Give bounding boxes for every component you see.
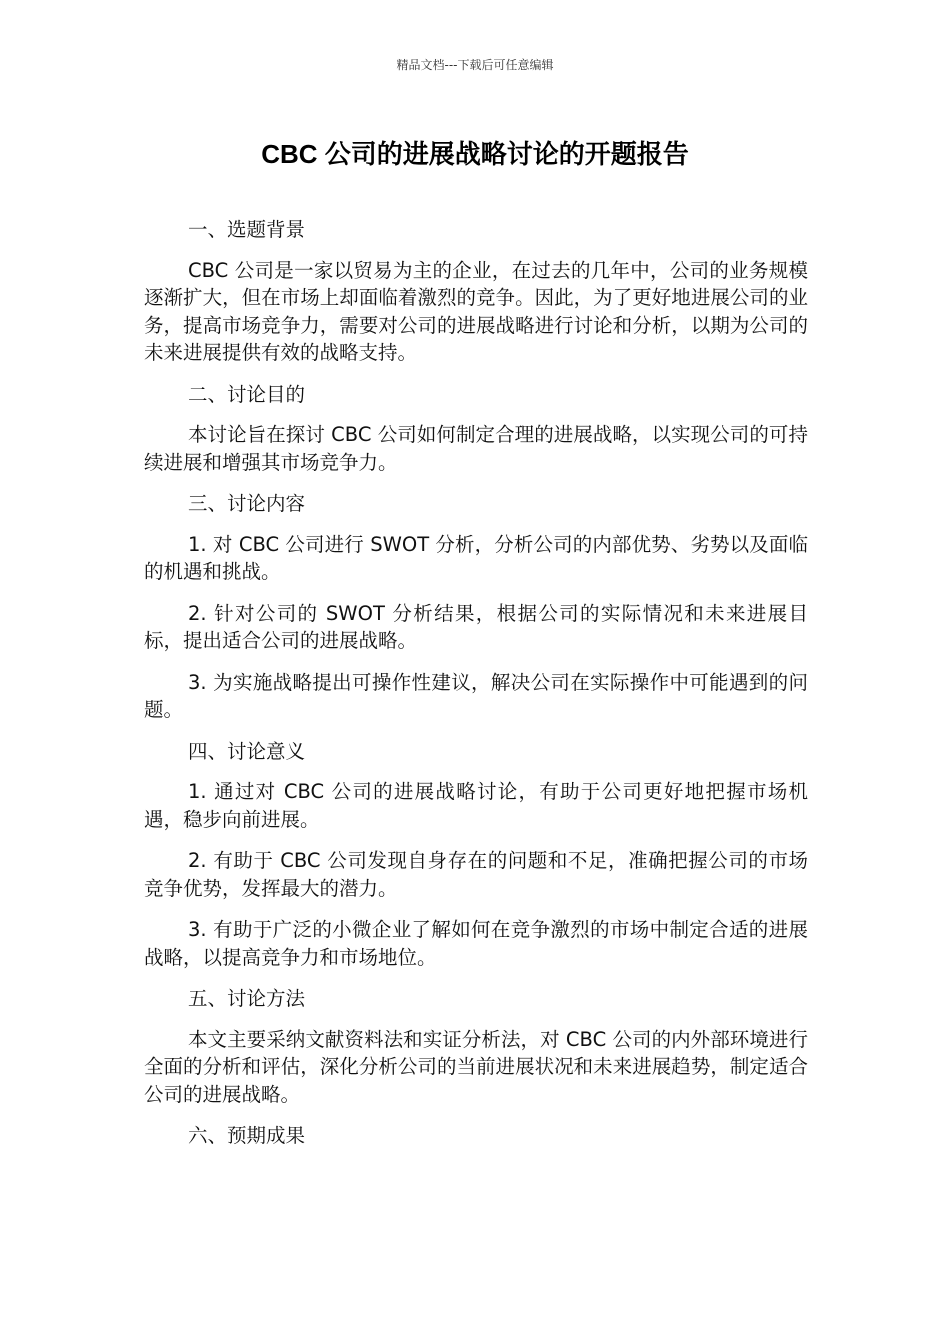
document-title: CBC 公司的进展战略讨论的开题报告: [261, 139, 689, 169]
document-body: [144, 216, 808, 1163]
list-item-content-2: 2. 针对公司的 SWOT 分析结果，根据公司的实际情况和未来进展目标，提出适合公司的进展战略。: [144, 601, 808, 652]
page-header: 精品文档---下载后可任意编辑: [396, 58, 554, 72]
section-heading-content: 三、讨论内容: [188, 492, 306, 515]
list-item-content-3: 3. 为实施战略提出可操作性建议，解决公司在实际操作中可能遇到的问题。: [144, 670, 808, 721]
section-heading-expected-results: 六、预期成果: [188, 1124, 306, 1147]
section-heading-method: 五、讨论方法: [188, 987, 306, 1010]
list-item-significance-3: 3. 有助于广泛的小微企业了解如何在竞争激烈的市场中制定合适的进展战略，以提高竞争力和市场地位。: [144, 918, 808, 969]
section-heading-significance: 四、讨论意义: [188, 739, 306, 763]
section-heading-purpose: 二、讨论目的: [188, 382, 306, 406]
list-item-content-1: 1. 对 CBC 公司进行 SWOT 分析，分析公司的内部优势、劣势以及面临的机遇和挑战。: [144, 532, 808, 583]
paragraph-purpose: 本讨论旨在探讨 CBC 公司如何制定合理的进展战略，以实现公司的可持续进展和增强其市场竞争力。: [144, 423, 808, 474]
paragraph-method: 本文主要采纳文献资料法和实证分析法，对 CBC 公司的内外部环境进行全面的分析和评估，深化分析公司的当前进展状况和未来进展趋势，制定适合公司的进展战略。: [144, 1027, 808, 1106]
section-heading-background: 一、选题背景: [188, 218, 306, 241]
list-item-significance-1: 1. 通过对 CBC 公司的进展战略讨论，有助于公司更好地把握市场机遇，稳步向前进展。: [144, 780, 808, 831]
list-item-significance-2: 2. 有助于 CBC 公司发现自身存在的问题和不足，准确把握公司的市场竞争优势，发挥最大的潜力。: [144, 849, 808, 900]
paragraph-background: CBC 公司是一家以贸易为主的企业，在过去的几年中，公司的业务规模逐渐扩大，但在市场上却面临着激烈的竞争。因此，为了更好地进展公司的业务，提高市场竞争力，需要对公司的进展战略进行讨论和分析，以期为公司的未来进展提供有效的战略支持。: [144, 258, 808, 364]
